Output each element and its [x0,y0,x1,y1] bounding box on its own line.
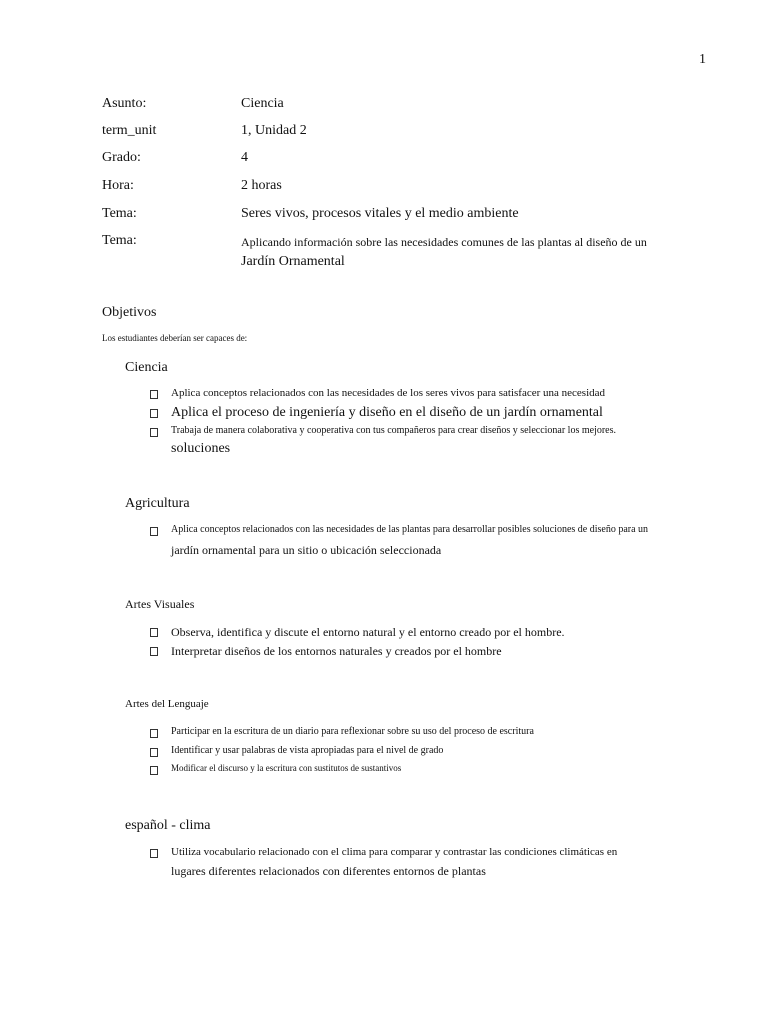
checkbox-square-icon [150,748,158,757]
section-title-artes-visuales: Artes Visuales [125,597,195,611]
checkbox-square-icon [150,527,158,536]
topic-value-line1: Aplicando información sobre las necesidades comunes de las plantas al diseño de un [241,235,647,249]
list-item-text: Interpretar diseños de los entornos naturales y creados por el hombre [171,644,502,658]
checkbox-square-icon [150,849,158,858]
list-item-text: Modificar el discurso y la escritura con sustitutos de sustantivos [171,763,402,773]
topic-value-line2: Jardín Ornamental [241,254,345,269]
list-item-text: lugares diferentes relacionados con diferentes entornos de plantas [171,864,486,878]
objectives-heading: Objetivos [102,305,157,320]
section-title-agricultura: Agricultura [125,496,190,511]
list-item-text: soluciones [171,441,231,456]
checkbox-square-icon [150,647,158,656]
term-label: term_unit [102,123,157,138]
checkbox-square-icon [150,428,158,437]
list-item-text: Trabaja de manera colaborativa y cooperativa con tus compañeros para crear diseños y seleccionar los mejores. [171,425,617,436]
grade-label: Grado: [102,150,141,165]
checkbox-square-icon [150,729,158,738]
topic-value [241,233,681,271]
list-item-text: Identificar y usar palabras de vista apropiadas para el nivel de grado [171,745,444,756]
list-item-text: Aplica conceptos relacionados con las necesidades de los seres vivos para satisfacer una necesidad [171,387,606,399]
theme-value: Seres vivos, procesos vitales y el medio ambiente [241,206,519,221]
subject-value: Ciencia [241,96,284,111]
theme-label: Tema: [102,206,137,221]
objectives-intro: Los estudiantes deberían ser capaces de: [102,333,248,343]
section-title-espanol-clima: español - clima [125,818,211,833]
topic-label: Tema: [102,233,137,248]
section-title-ciencia: Ciencia [125,360,168,375]
page-number: 1 [699,52,706,67]
checkbox-square-icon [150,766,158,775]
list-item-text: Participar en la escritura de un diario para reflexionar sobre su uso del proceso de escritura [171,726,534,737]
checkbox-square-icon [150,390,158,399]
list-item-text: jardín ornamental para un sitio o ubicación seleccionada [171,543,442,557]
list-item-text: Aplica el proceso de ingeniería y diseño en el diseño de un jardín ornamental [171,405,603,420]
grade-value: 4 [241,150,248,165]
subject-label: Asunto: [102,96,147,111]
checkbox-square-icon [150,409,158,418]
list-item-text: Aplica conceptos relacionados con las necesidades de las plantas para desarrollar posibles soluciones de diseño para un [171,524,649,535]
section-title-artes-lenguaje: Artes del Lenguaje [125,698,209,710]
list-item-text: Utiliza vocabulario relacionado con el clima para comparar y contrastar las condiciones climáticas en [171,846,618,858]
time-label: Hora: [102,178,134,193]
list-item-text: Observa, identifica y discute el entorno natural y el entorno creado por el hombre. [171,625,565,639]
time-value: 2 horas [241,178,282,193]
term-value: 1, Unidad 2 [241,123,307,138]
checkbox-square-icon [150,628,158,637]
